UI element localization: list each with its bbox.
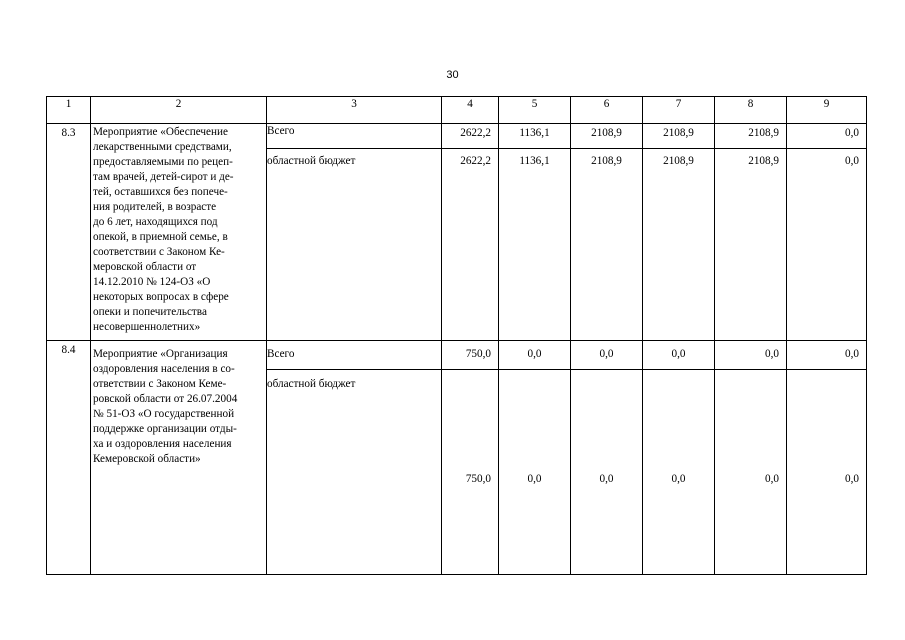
description-line: ответствии с Законом Кеме- [93,378,227,390]
row-number: 8.3 [47,124,91,341]
header-row [47,97,867,124]
description-line: ха и оздоровления населения [93,438,232,450]
column-header-3: 3 [267,97,442,124]
column-header-7: 7 [643,97,715,124]
value-cell: 0,0 [643,370,715,575]
description-line: несовершеннолетних» [93,321,201,333]
value-cell: 2108,9 [643,149,715,341]
column-header-2: 2 [91,97,267,124]
description-line: поддержке организации отды- [93,423,237,435]
funding-source-total: Всего [267,124,442,149]
value-cell: 0,0 [787,370,867,575]
funding-source-total: Всего [267,341,442,370]
description-line: тей, оставшихся без попече- [93,186,228,198]
activity-description [91,341,267,575]
value-cell: 750,0 [442,370,499,575]
value-cell: 1136,1 [499,149,571,341]
column-header-1: 1 [47,97,91,124]
description-line: Кемеровской области» [93,453,201,465]
value-cell: 0,0 [715,341,787,370]
row-number: 8.4 [47,341,91,575]
description-line: некоторых вопросах в сфере [93,291,229,303]
program-activities-table [46,96,867,575]
value-cell: 2622,2 [442,149,499,341]
value-cell: 0,0 [499,370,571,575]
description-line: соответствии с Законом Ке- [93,246,225,258]
description-line: меровской области от [93,261,197,273]
value-cell: 0,0 [787,149,867,341]
value-cell: 0,0 [787,124,867,149]
column-header-8: 8 [715,97,787,124]
column-header-6: 6 [571,97,643,124]
description-line: Мероприятие «Обеспечение [93,126,228,138]
value-cell: 750,0 [442,341,499,370]
funding-source-regional: областной бюджет [267,370,442,575]
value-cell: 0,0 [571,341,643,370]
description-line: опеки и попечительства [93,306,207,318]
column-header-4: 4 [442,97,499,124]
description-line: Мероприятие «Организация [93,348,228,360]
table-row [47,341,867,370]
value-cell: 2108,9 [571,124,643,149]
value-cell: 2622,2 [442,124,499,149]
page-number: 30 [446,69,459,81]
value-cell: 0,0 [571,370,643,575]
description-line: ния родителей, в возрасте [93,201,217,213]
description-line: ровской области от 26.07.2004 [93,393,238,405]
value-cell: 0,0 [643,341,715,370]
activity-description [91,124,267,341]
funding-source-regional: областной бюджет [267,149,442,341]
value-cell: 2108,9 [571,149,643,341]
description-line: предоставляемыми по рецеп- [93,156,233,168]
description-line: оздоровления населения в со- [93,363,235,375]
description-line: там врачей, детей-сирот и де- [93,171,234,183]
description-line: до 6 лет, находящихся под [93,216,218,228]
value-cell: 0,0 [499,341,571,370]
value-cell: 0,0 [715,370,787,575]
description-line: № 51-ОЗ «О государственной [93,408,235,420]
description-line: 14.12.2010 № 124-ОЗ «О [93,276,211,288]
table-row [47,124,867,149]
value-cell: 2108,9 [643,124,715,149]
value-cell: 2108,9 [715,124,787,149]
value-cell: 2108,9 [715,149,787,341]
description-line: лекарственными средствами, [93,141,232,153]
description-line: опекой, в приемной семье, в [93,231,228,243]
column-header-5: 5 [499,97,571,124]
value-cell: 0,0 [787,341,867,370]
column-header-9: 9 [787,97,867,124]
value-cell: 1136,1 [499,124,571,149]
